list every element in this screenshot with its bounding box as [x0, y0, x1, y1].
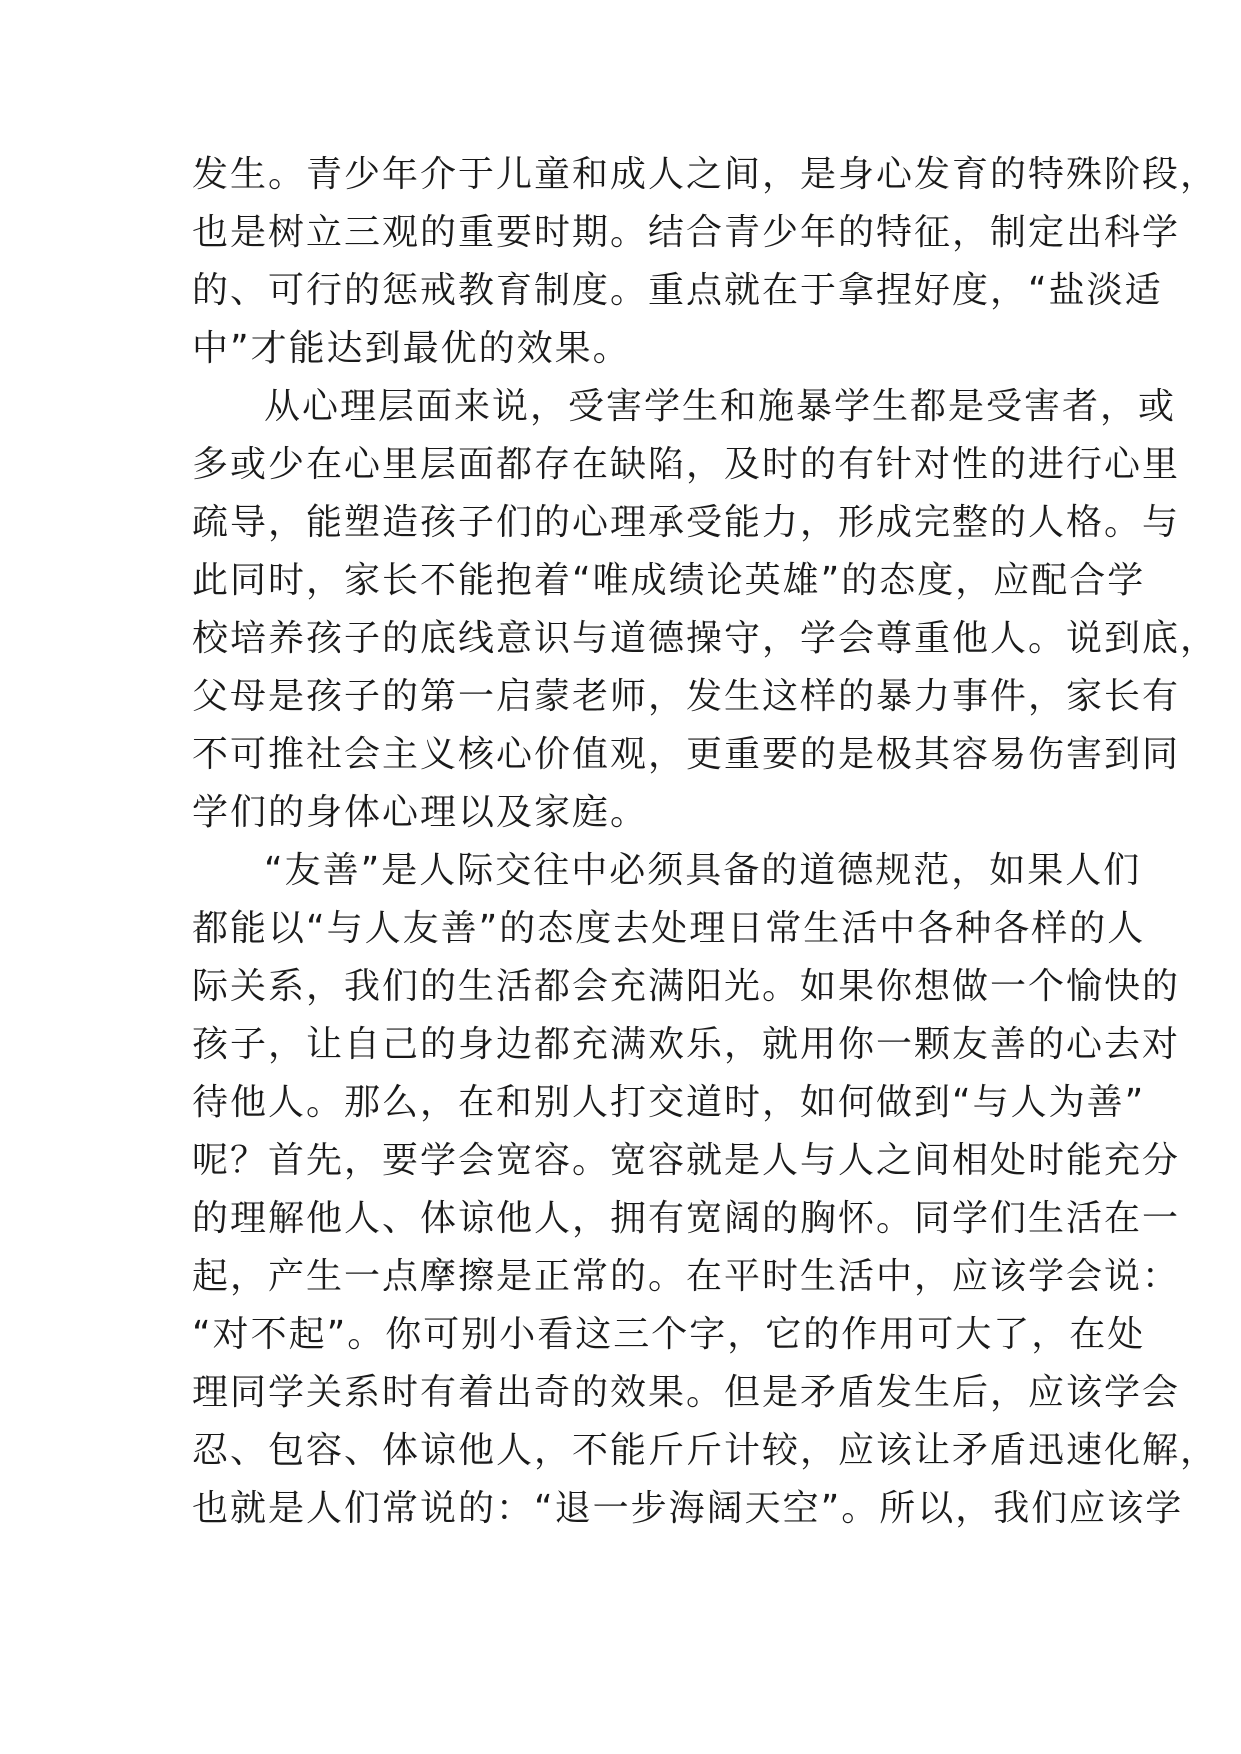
text-line: 也是树立三观的重要时期。结合青少年的特征，制定出科学	[192, 212, 1181, 253]
text-line: 的、可行的惩戒教育制度。重点就在于拿捏好度，“盐淡适	[192, 270, 1163, 311]
text-line: 学们的身体心理以及家庭。	[192, 792, 649, 833]
text-line: 际关系，我们的生活都会充满阳光。如果你想做一个愉快的	[192, 966, 1181, 1007]
text-line: “对不起”。你可别小看这三个字，它的作用可大了，在处	[192, 1314, 1146, 1355]
text-line: 也就是人们常说的：“退一步海阔天空”。所以，我们应该学	[192, 1488, 1184, 1529]
text-line: 多或少在心里层面都存在缺陷，及时的有针对性的进行心里	[192, 444, 1181, 485]
text-line: “友善”是人际交往中必须具备的道德规范，如果人们	[264, 850, 1142, 891]
text-line: 孩子，让自己的身边都充满欢乐，就用你一颗友善的心去对	[192, 1024, 1181, 1065]
text-line: 中”才能达到最优的效果。	[192, 328, 631, 369]
text-line: 呢？首先，要学会宽容。宽容就是人与人之间相处时能充分	[192, 1140, 1181, 1181]
text-line: 的理解他人、体谅他人，拥有宽阔的胸怀。同学们生活在一	[192, 1198, 1181, 1239]
text-line: 忍、包容、体谅他人，不能斤斤计较，应该让矛盾迅速化解，	[192, 1430, 1219, 1471]
text-line: 从心理层面来说，受害学生和施暴学生都是受害者，或	[264, 386, 1177, 427]
text-line: 待他人。那么，在和别人打交道时，如何做到“与人为善”	[192, 1082, 1146, 1123]
text-line: 理同学关系时有着出奇的效果。但是矛盾发生后，应该学会	[192, 1372, 1181, 1413]
text-line: 父母是孩子的第一启蒙老师，发生这样的暴力事件，家长有	[192, 676, 1181, 717]
body-text	[192, 146, 1219, 1538]
text-line: 此同时，家长不能抱着“唯成绩论英雄”的态度，应配合学	[192, 560, 1146, 601]
text-line: 发生。青少年介于儿童和成人之间，是身心发育的特殊阶段，	[192, 154, 1219, 195]
text-line: 校培养孩子的底线意识与道德操守，学会尊重他人。说到底，	[192, 618, 1219, 659]
text-line: 都能以“与人友善”的态度去处理日常生活中各种各样的人	[192, 908, 1146, 949]
text-line: 疏导，能塑造孩子们的心理承受能力，形成完整的人格。与	[192, 502, 1181, 543]
text-line: 不可推社会主义核心价值观，更重要的是极其容易伤害到同	[192, 734, 1181, 775]
text-line: 起，产生一点摩擦是正常的。在平时生活中，应该学会说：	[192, 1256, 1181, 1297]
